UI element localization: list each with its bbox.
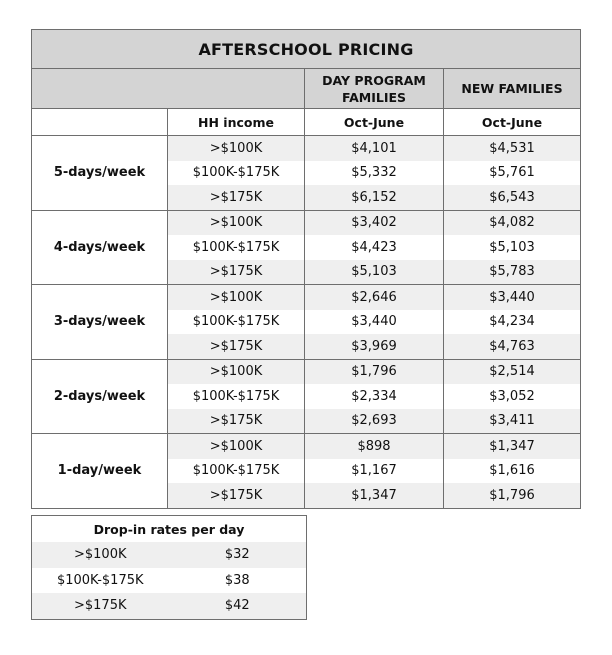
days-per-week-label: 5-days/week	[32, 136, 168, 211]
header-hh-income: HH income	[168, 109, 305, 136]
table-row	[32, 285, 581, 310]
dropin-income: >$100K	[32, 542, 169, 568]
income-cell: $100K-$175K	[168, 459, 305, 484]
dropin-rate: $38	[169, 568, 307, 594]
new-families-price: $5,103	[444, 235, 581, 260]
day-program-price: $1,347	[305, 483, 444, 508]
new-families-price: $4,234	[444, 310, 581, 335]
income-cell: $100K-$175K	[168, 161, 305, 186]
day-program-price: $2,693	[305, 409, 444, 434]
income-cell: $100K-$175K	[168, 384, 305, 409]
dropin-title: Drop-in rates per day	[93, 521, 245, 537]
income-cell: >$175K	[168, 483, 305, 508]
day-program-price: $5,103	[305, 260, 444, 285]
dropin-row	[32, 542, 307, 568]
new-families-price: $1,796	[444, 483, 581, 508]
day-program-price: $898	[305, 434, 444, 459]
dropin-rate: $42	[169, 593, 307, 619]
day-program-price: $1,167	[305, 459, 444, 484]
income-cell: $100K-$175K	[168, 310, 305, 335]
new-families-price: $3,052	[444, 384, 581, 409]
header-new-families: NEW FAMILIES	[444, 69, 581, 109]
day-program-price: $5,332	[305, 161, 444, 186]
income-cell: >$175K	[168, 260, 305, 285]
new-families-price: $3,411	[444, 409, 581, 434]
day-program-price: $4,423	[305, 235, 444, 260]
day-program-price: $2,334	[305, 384, 444, 409]
table-row	[32, 434, 581, 459]
day-program-price: $3,402	[305, 210, 444, 235]
dropin-rate: $32	[169, 542, 307, 568]
day-program-price: $3,440	[305, 310, 444, 335]
header-day-program: DAY PROGRAM FAMILIES	[305, 69, 444, 109]
pricing-table	[31, 29, 581, 509]
day-program-price: $4,101	[305, 136, 444, 161]
new-families-price: $4,082	[444, 210, 581, 235]
income-cell: >$175K	[168, 409, 305, 434]
new-families-price: $1,347	[444, 434, 581, 459]
header-spacer	[32, 69, 305, 109]
dropin-row	[32, 568, 307, 594]
dropin-row	[32, 593, 307, 619]
new-families-price: $1,616	[444, 459, 581, 484]
new-families-price: $2,514	[444, 359, 581, 384]
new-families-price: $3,440	[444, 285, 581, 310]
new-families-price: $4,763	[444, 334, 581, 359]
days-per-week-label: 3-days/week	[32, 285, 168, 360]
day-program-price: $3,969	[305, 334, 444, 359]
table-row	[32, 359, 581, 384]
day-program-price: $2,646	[305, 285, 444, 310]
income-cell: >$175K	[168, 185, 305, 210]
new-families-price: $5,783	[444, 260, 581, 285]
dropin-income: >$175K	[32, 593, 169, 619]
dropin-body	[32, 542, 307, 619]
day-program-price: $1,796	[305, 359, 444, 384]
income-cell: >$100K	[168, 285, 305, 310]
subheader-spacer	[32, 109, 168, 136]
dropin-table	[31, 515, 307, 620]
table-row	[32, 210, 581, 235]
dropin-income: $100K-$175K	[32, 568, 169, 594]
new-families-price: $4,531	[444, 136, 581, 161]
new-families-price: $5,761	[444, 161, 581, 186]
header-new-period: Oct-June	[444, 109, 581, 136]
income-cell: >$100K	[168, 359, 305, 384]
days-per-week-label: 4-days/week	[32, 210, 168, 285]
income-cell: >$100K	[168, 136, 305, 161]
day-program-price: $6,152	[305, 185, 444, 210]
days-per-week-label: 2-days/week	[32, 359, 168, 434]
income-cell: $100K-$175K	[168, 235, 305, 260]
header-day-period: Oct-June	[305, 109, 444, 136]
pricing-body	[32, 136, 581, 509]
days-per-week-label: 1-day/week	[32, 434, 168, 509]
new-families-price: $6,543	[444, 185, 581, 210]
income-cell: >$100K	[168, 434, 305, 459]
income-cell: >$175K	[168, 334, 305, 359]
income-cell: >$100K	[168, 210, 305, 235]
table-row	[32, 136, 581, 161]
table-title: AFTERSCHOOL PRICING	[32, 30, 581, 69]
